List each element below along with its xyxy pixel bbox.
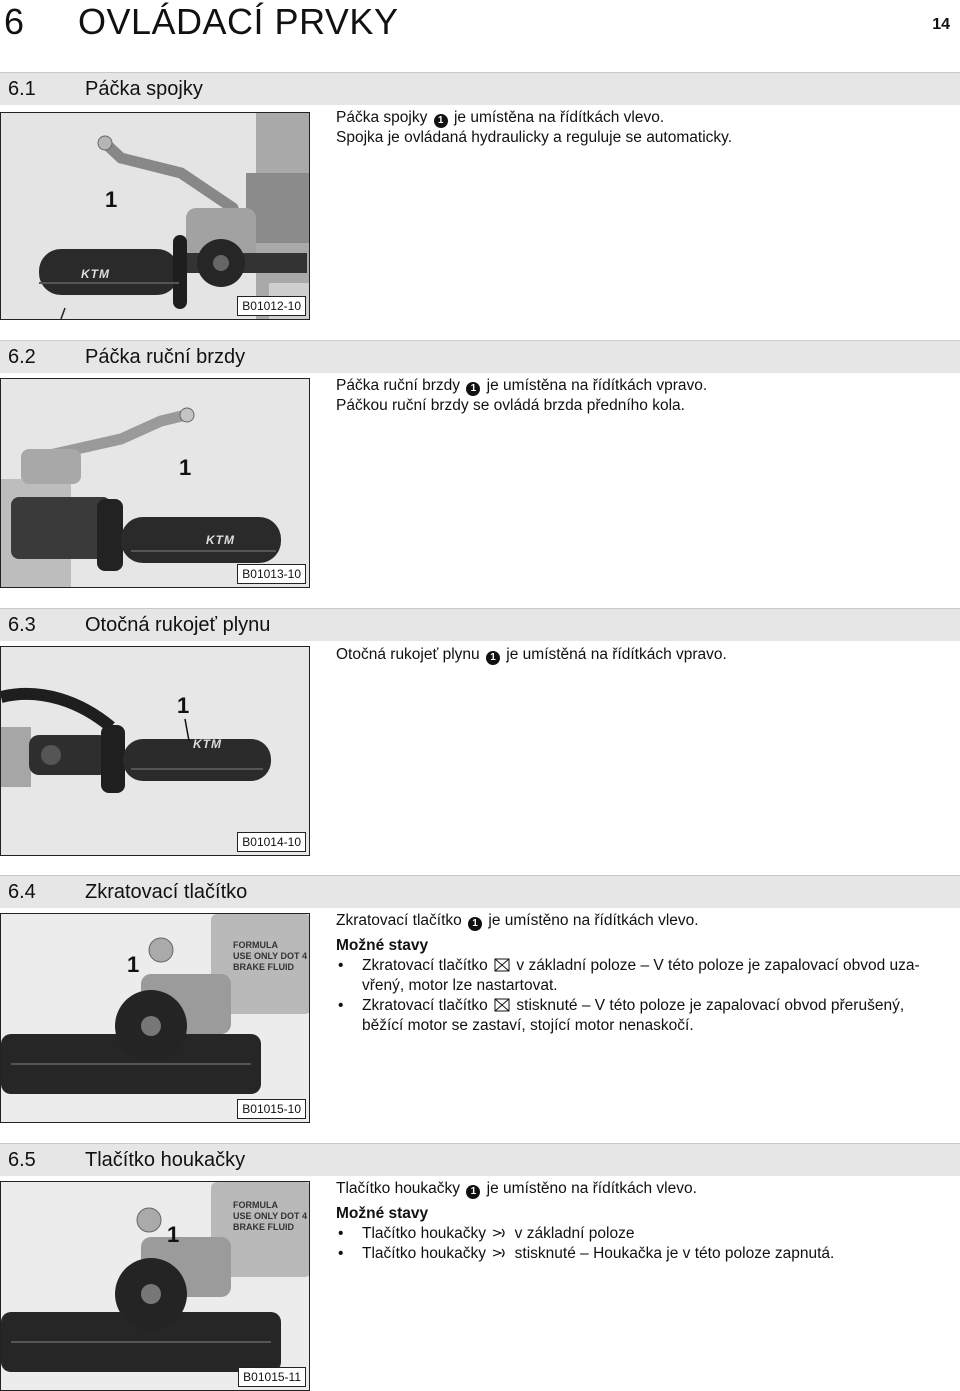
section-title: Tlačítko houkačky <box>85 1149 246 1171</box>
section-title: Otočná rukojeť plynu <box>85 614 271 636</box>
horn-icon <box>492 1246 508 1260</box>
text-line: Páčka spojky 1 je umístěna na řídítkách vlevo. <box>336 109 665 126</box>
text-line: Páčkou ruční brzdy se ovládá brzda předního kola. <box>336 397 685 414</box>
list-item: • Zkratovací tlačítko v základní poloze – V této poloze je zapalovací obvod uzavřený, motor lze nastartovat. <box>336 956 946 996</box>
figure-code: B01015-10 <box>237 1099 306 1119</box>
brake-lever-illustration <box>1 379 310 588</box>
brand-logo: KTM <box>206 533 235 547</box>
numbered-callout-icon: 1 <box>466 382 480 396</box>
brand-logo: KTM <box>193 737 222 751</box>
text-line: Tlačítko houkačky 1 je umístěno na řídítkách vlevo. <box>336 1180 697 1197</box>
section-number: 6.1 <box>8 78 36 100</box>
section-header-6-5 <box>0 1143 960 1176</box>
list-item: • Tlačítko houkačky v základní poloze <box>336 1224 946 1244</box>
section-title: Zkratovací tlačítko <box>85 881 248 903</box>
throttle-grip-illustration <box>1 647 310 856</box>
section-header-6-2 <box>0 340 960 373</box>
callout-number: 1 <box>105 187 118 212</box>
section-number: 6.5 <box>8 1149 36 1171</box>
figure-brake-lever <box>0 378 310 588</box>
clutch-lever-illustration <box>1 113 310 320</box>
section-text-6-1 <box>336 108 946 148</box>
numbered-callout-icon: 1 <box>466 1185 480 1199</box>
callout-number: 1 <box>127 952 140 977</box>
figure-code: B01014-10 <box>237 832 306 852</box>
figure-code: B01013-10 <box>237 564 306 584</box>
horn-icon <box>492 1226 508 1240</box>
section-title: Páčka ruční brzdy <box>85 346 246 368</box>
section-text-6-3 <box>336 645 946 665</box>
section-header-6-3 <box>0 608 960 641</box>
chapter-number: 6 <box>4 1 25 42</box>
figure-throttle-grip <box>0 646 310 856</box>
states-list <box>336 1224 946 1264</box>
callout-number: 1 <box>179 455 192 480</box>
callout-number: 1 <box>167 1222 180 1247</box>
page-number: 14 <box>932 16 950 33</box>
figure-code: B01012-10 <box>237 296 306 316</box>
callout-number: 1 <box>177 693 190 718</box>
figure-horn-button <box>0 1181 310 1391</box>
numbered-callout-icon: 1 <box>434 114 448 128</box>
states-heading: Možné stavy <box>336 937 429 954</box>
section-text-6-4 <box>336 911 946 1036</box>
section-header-6-4 <box>0 875 960 908</box>
section-number: 6.3 <box>8 614 36 636</box>
fluid-reservoir-label: FORMULA USE ONLY DOT 4 BRAKE FLUID <box>233 940 308 972</box>
list-item: • Tlačítko houkačky stisknuté – Houkačka je v této poloze zapnutá. <box>336 1244 946 1264</box>
text-line: Spojka je ovládaná hydraulicky a reguluje se automaticky. <box>336 129 733 146</box>
numbered-callout-icon: 1 <box>468 917 482 931</box>
kill-switch-icon <box>494 998 510 1012</box>
brand-logo: KTM <box>81 267 110 281</box>
states-list <box>336 956 946 1036</box>
text-line: Páčka ruční brzdy 1 je umístěna na řídítkách vpravo. <box>336 377 708 394</box>
section-title: Páčka spojky <box>85 78 203 100</box>
section-header-6-1 <box>0 72 960 105</box>
figure-kill-switch <box>0 913 310 1123</box>
figure-code: B01015-11 <box>238 1367 306 1387</box>
chapter-title: OVLÁDACÍ PRVKY <box>78 1 399 42</box>
kill-switch-icon <box>494 958 510 972</box>
figure-clutch-lever <box>0 112 310 320</box>
section-number: 6.2 <box>8 346 36 368</box>
section-text-6-5 <box>336 1179 946 1264</box>
states-heading: Možné stavy <box>336 1205 429 1222</box>
fluid-reservoir-label: FORMULA USE ONLY DOT 4 BRAKE FLUID <box>233 1200 308 1232</box>
section-text-6-2 <box>336 376 946 416</box>
list-item: • Zkratovací tlačítko stisknuté – V této poloze je zapalovací obvod přerušený, běžící motor se zastaví, stojící motor nenaskočí. <box>336 996 946 1036</box>
text-line: Zkratovací tlačítko 1 je umístěno na řídítkách vlevo. <box>336 912 699 929</box>
section-number: 6.4 <box>8 881 36 903</box>
text-line: Otočná rukojeť plynu 1 je umístěná na řídítkách vpravo. <box>336 646 727 663</box>
numbered-callout-icon: 1 <box>486 651 500 665</box>
